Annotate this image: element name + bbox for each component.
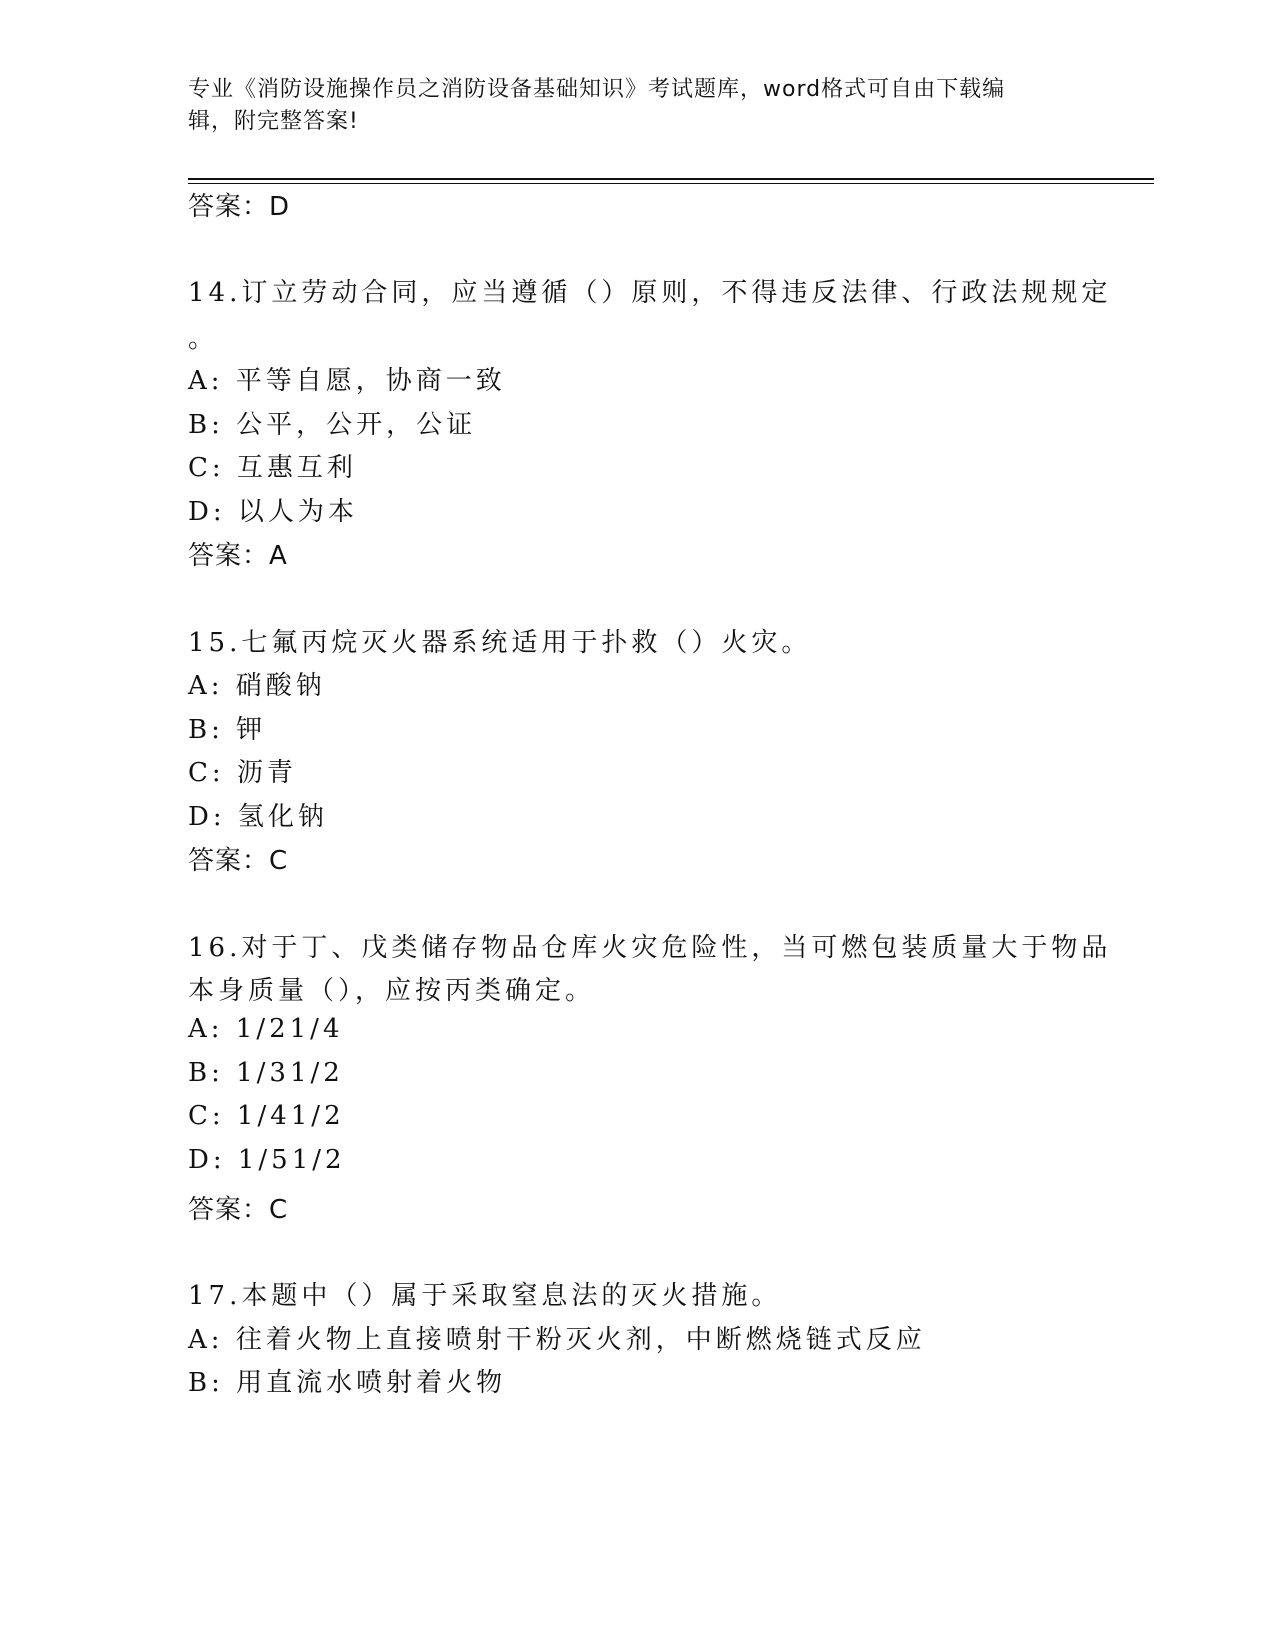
question-14-text: 14.订立劳动合同，应当遵循（）原则，不得违反法律、行政法规规定 bbox=[188, 278, 1112, 308]
question-15-option-c: C: 沥青 bbox=[188, 758, 297, 788]
question-14-answer: 答案：A bbox=[188, 541, 288, 571]
header-line-1: 专业《消防设施操作员之消防设备基础知识》考试题库，word格式可自由下载编 bbox=[188, 77, 1006, 102]
question-16-option-b: B: 1/31/2 bbox=[188, 1058, 344, 1088]
question-16-option-d: D: 1/51/2 bbox=[188, 1145, 346, 1175]
answer-prev: 答案：D bbox=[188, 192, 291, 222]
question-14-text-cont: 。 bbox=[188, 324, 219, 354]
header-line-2: 辑，附完整答案! bbox=[188, 109, 359, 134]
question-16-text-cont: 本身质量（），应按丙类确定。 bbox=[188, 976, 596, 1006]
question-14-option-a: A: 平等自愿，协商一致 bbox=[188, 366, 506, 396]
question-16-text: 16.对于丁、戊类储存物品仓库火灾危险性，当可燃包装质量大于物品 bbox=[188, 933, 1112, 963]
question-15-answer: 答案：C bbox=[188, 846, 289, 876]
question-17-option-b: B: 用直流水喷射着火物 bbox=[188, 1368, 507, 1398]
header-divider-thin bbox=[188, 183, 1154, 184]
document-header bbox=[188, 74, 1068, 138]
question-16-option-c: C: 1/41/2 bbox=[188, 1101, 345, 1131]
question-14-option-d: D: 以人为本 bbox=[188, 497, 358, 527]
question-15-option-b: B: 钾 bbox=[188, 715, 267, 745]
question-17-option-a: A: 往着火物上直接喷射干粉灭火剂，中断燃烧链式反应 bbox=[188, 1325, 926, 1355]
header-divider-thick bbox=[188, 178, 1154, 180]
question-17-text: 17.本题中（）属于采取窒息法的灭火措施。 bbox=[188, 1281, 782, 1311]
question-15-text: 15.七氟丙烷灭火器系统适用于扑救（）火灾。 bbox=[188, 628, 812, 658]
question-16-option-a: A: 1/21/4 bbox=[188, 1014, 344, 1044]
question-14-option-b: B: 公平，公开，公证 bbox=[188, 410, 477, 440]
question-15-option-a: A: 硝酸钠 bbox=[188, 671, 326, 701]
question-14-option-c: C: 互惠互利 bbox=[188, 453, 357, 483]
question-16-answer: 答案：C bbox=[188, 1195, 289, 1225]
question-15-option-d: D: 氢化钠 bbox=[188, 802, 328, 832]
